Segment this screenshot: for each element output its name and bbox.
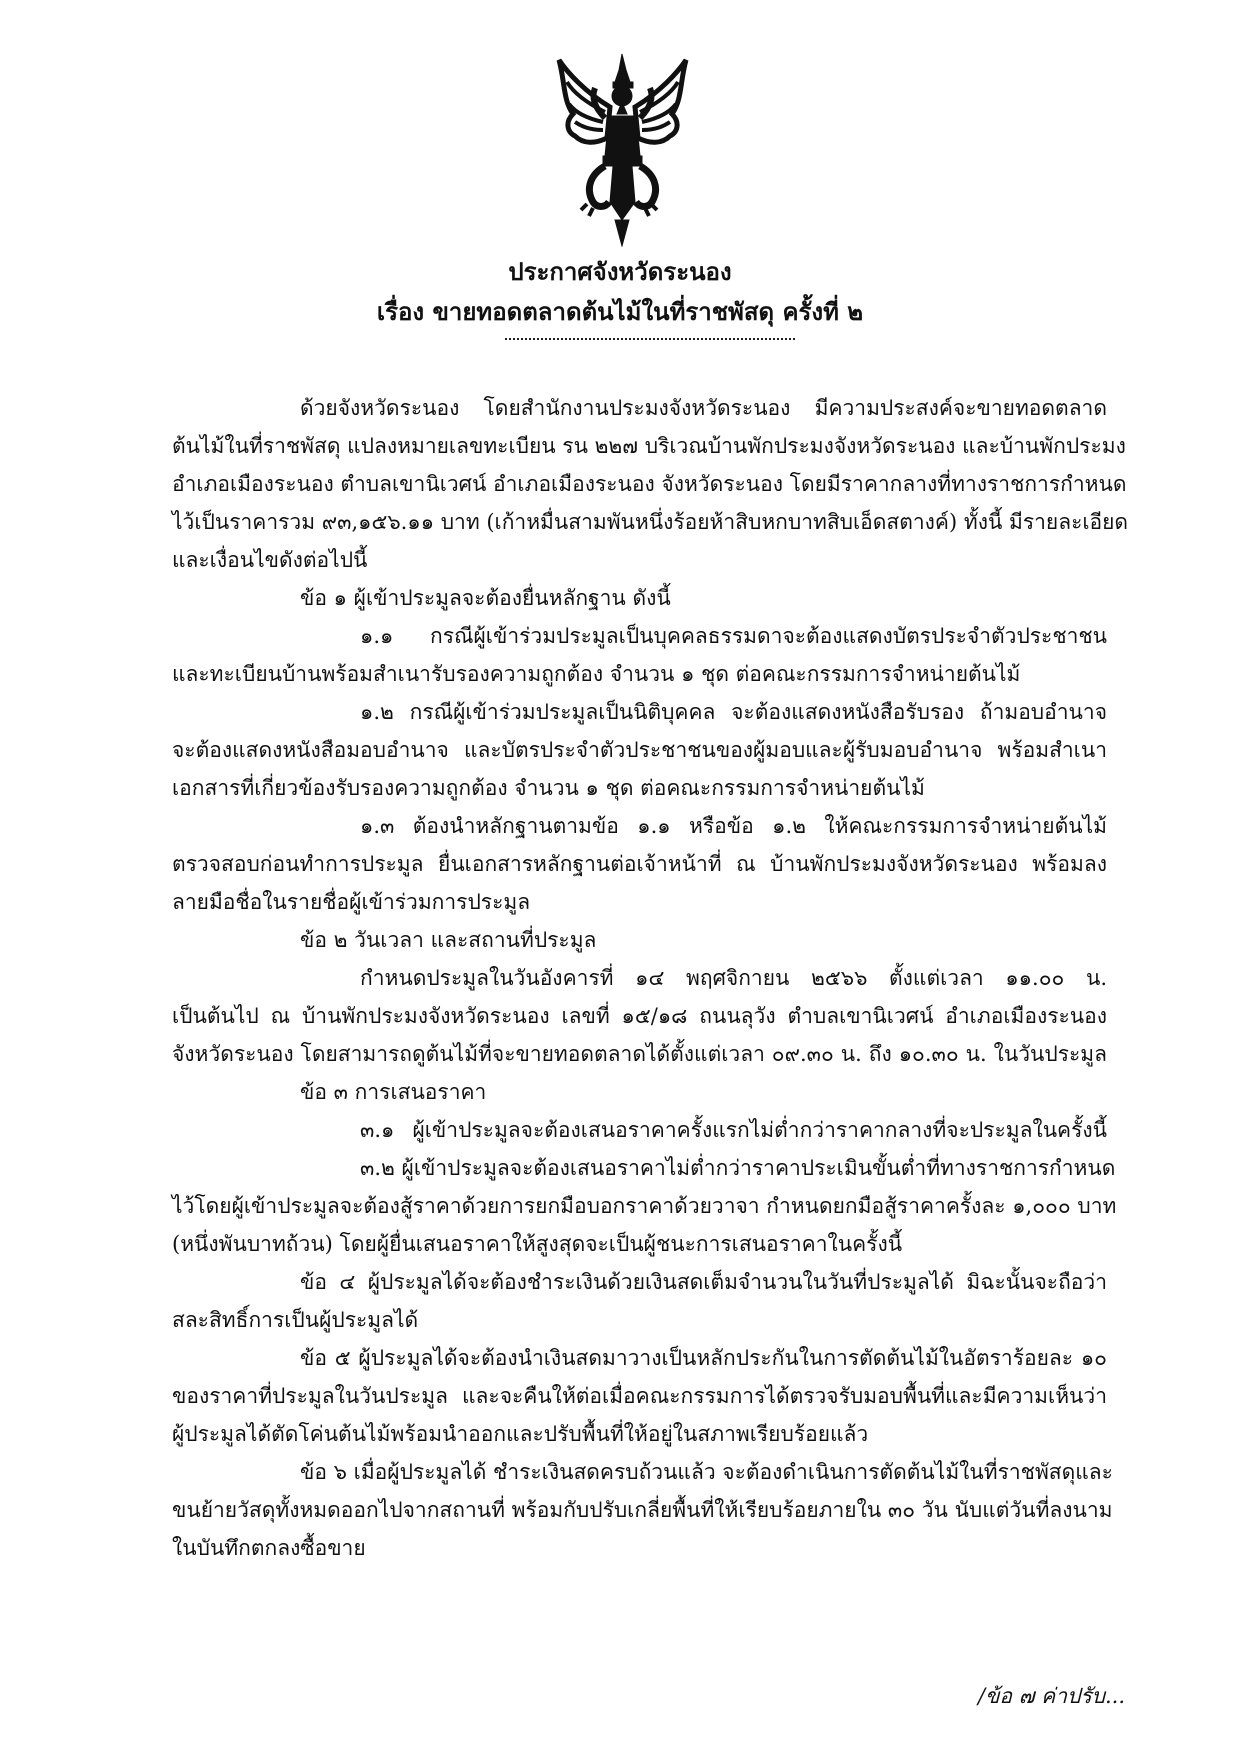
body-line: เอกสารที่เกี่ยวข้องรับรองความถูกต้อง จำนวน ๑ ชุด ต่อคณะกรรมการจำหน่ายต้นไม้ — [172, 776, 925, 800]
sub-clause: กำหนดประมูลในวันอังคารที่ ๑๔ พฤศจิกายน ๒๕๖๖ ตั้งแต่เวลา ๑๑.๐๐ น. — [360, 966, 1107, 990]
body-line: ตรวจสอบก่อนทำการประมูล ยื่นเอกสารหลักฐานต่อเจ้าหน้าที่ ณ บ้านพักประมงจังหวัดระนอง พร้อมลง — [172, 852, 1107, 876]
body-line: ด้วยจังหวัดระนอง โดยสำนักงานประมงจังหวัดระนอง มีความประสงค์จะขายทอดตลาด — [300, 396, 1107, 420]
body-line: จังหวัดระนอง โดยสามารถดูต้นไม้ที่จะขายทอดตลาดได้ตั้งแต่เวลา ๐๙.๓๐ น. ถึง ๑๐.๓๐ น. ในวันประมูล — [172, 1042, 1107, 1066]
title-divider — [505, 338, 795, 340]
body-line: ไว้เป็นราคารวม ๙๓,๑๕๖.๑๑ บาท (เก้าหมื่นสามพันหนึ่งร้อยห้าสิบหกบาทสิบเอ็ดสตางค์) ทั้งนี้ มีรายละเอียด — [172, 510, 1129, 534]
clause-heading: ข้อ ๒ วันเวลา และสถานที่ประมูล — [300, 928, 597, 952]
body-line: อำเภอเมืองระนอง ตำบลเขานิเวศน์ อำเภอเมืองระนอง จังหวัดระนอง โดยมีราคากลางที่ทางราชการกำหนด — [172, 472, 1127, 496]
clause-heading: ข้อ ๖ เมื่อผู้ประมูลได้ ชำระเงินสดครบถ้วนแล้ว จะต้องดำเนินการตัดต้นไม้ในที่ราชพัสดุและ — [300, 1460, 1113, 1484]
clause-heading: ข้อ ๕ ผู้ประมูลได้จะต้องนำเงินสดมาวางเป็นหลักประกันในการตัดต้นไม้ในอัตราร้อยละ ๑๐ — [300, 1346, 1107, 1370]
sub-clause: ๓.๑ ผู้เข้าประมูลจะต้องเสนอราคาครั้งแรกไม่ต่ำกว่าราคากลางที่จะประมูลในครั้งนี้ — [360, 1118, 1107, 1142]
garuda-emblem-icon — [555, 52, 690, 247]
clause-heading: ข้อ ๔ ผู้ประมูลได้จะต้องชำระเงินด้วยเงินสดเต็มจำนวนในวันที่ประมูลได้ มิฉะนั้นจะถือว่า — [300, 1270, 1107, 1294]
body-line: จะต้องแสดงหนังสือมอบอำนาจ และบัตรประจำตัวประชาชนของผู้มอบและผู้รับมอบอำนาจ พร้อมสำเนา — [172, 738, 1107, 762]
body-line: และทะเบียนบ้านพร้อมสำเนารับรองความถูกต้อง จำนวน ๑ ชุด ต่อคณะกรรมการจำหน่ายต้นไม้ — [172, 662, 1021, 686]
body-line: ขนย้ายวัสดุทั้งหมดออกไปจากสถานที่ พร้อมกับปรับเกลี่ยพื้นที่ให้เรียบร้อยภายใน ๓๐ วัน นับแต่วันที่ลงนาม — [172, 1498, 1113, 1522]
continuation-note: /ข้อ ๗ ค่าปรับ... — [978, 1684, 1125, 1708]
body-line: ลายมือชื่อในรายชื่อผู้เข้าร่วมการประมูล — [172, 890, 531, 914]
body-line: เป็นต้นไป ณ บ้านพักประมงจังหวัดระนอง เลขที่ ๑๕/๑๘ ถนนลุวัง ตำบลเขานิเวศน์ อำเภอเมืองระนอง — [172, 1004, 1107, 1028]
sub-clause: ๑.๑ กรณีผู้เข้าร่วมประมูลเป็นบุคคลธรรมดาจะต้องแสดงบัตรประจำตัวประชาชน — [360, 624, 1107, 648]
page-title: ประกาศจังหวัดระนอง — [508, 257, 732, 286]
body-line: ต้นไม้ในที่ราชพัสดุ แปลงหมายเลขทะเบียน รน ๒๒๗ บริเวณบ้านพักประมงจังหวัดระนอง และบ้านพักประมง — [172, 434, 1126, 458]
sub-clause: ๑.๒ กรณีผู้เข้าร่วมประมูลเป็นนิติบุคคล จะต้องแสดงหนังสือรับรอง ถ้ามอบอำนาจ — [360, 700, 1107, 724]
body-line: ผู้ประมูลได้ตัดโค่นต้นไม้พร้อมนำออกและปรับพื้นที่ให้อยู่ในสภาพเรียบร้อยแล้ว — [172, 1422, 869, 1446]
body-line: ไว้โดยผู้เข้าประมูลจะต้องสู้ราคาด้วยการยกมือบอกราคาด้วยวาจา กำหนดยกมือสู้ราคาครั้งละ ๑,๐๐๐ บาท — [172, 1194, 1117, 1218]
body-line: (หนึ่งพันบาทถ้วน) โดยผู้ยื่นเสนอราคาให้สูงสุดจะเป็นผู้ชนะการเสนอราคาในครั้งนี้ — [172, 1232, 903, 1256]
clause-heading: ข้อ ๑ ผู้เข้าประมูลจะต้องยื่นหลักฐาน ดังนี้ — [300, 586, 671, 610]
sub-clause: ๓.๒ ผู้เข้าประมูลจะต้องเสนอราคาไม่ต่ำกว่าราคาประเมินขั้นต่ำที่ทางราชการกำหนด — [360, 1156, 1116, 1180]
body-line: และเงื่อนไขดังต่อไปนี้ — [172, 548, 368, 572]
body-line: ในบันทึกตกลงซื้อขาย — [172, 1536, 366, 1560]
body-line: ของราคาที่ประมูลในวันประมูล และจะคืนให้ต่อเมื่อคณะกรรมการได้ตรวจรับมอบพื้นที่และมีความเห็นว่า — [172, 1384, 1107, 1408]
body-line: สละสิทธิ์การเป็นผู้ประมูลได้ — [172, 1308, 419, 1332]
clause-heading: ข้อ ๓ การเสนอราคา — [300, 1080, 487, 1104]
sub-clause: ๑.๓ ต้องนำหลักฐานตามข้อ ๑.๑ หรือข้อ ๑.๒ ให้คณะกรรมการจำหน่ายต้นไม้ — [360, 814, 1107, 838]
subject-line: เรื่อง ขายทอดตลาดต้นไม้ในที่ราชพัสดุ ครั้งที่ ๒ — [376, 297, 864, 326]
